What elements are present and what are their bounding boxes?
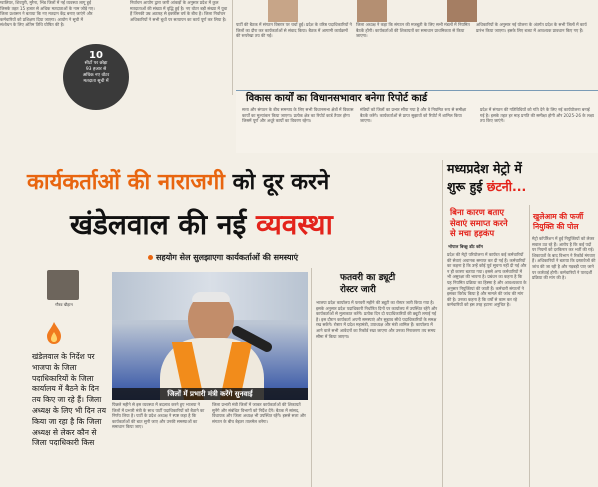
top-photo-3 (447, 0, 477, 22)
story1-headline-line-1: बिना कारण बताए (450, 207, 505, 217)
intro-text: खंडेलवाल के निर्देश पर भाजपा के जिला पदाधिकारियों के जिला कार्यालय में बैठने के दिन तय किए जा रहे हैं। जिला अध्यक्ष के लिए भी दिन तय किया जा रहा है कि जिला अध्यक्ष से लेकर कौन से जिला पदाधिकारी किस (32, 352, 106, 448)
flame-logo-icon (46, 322, 62, 344)
badge-number: 10 (89, 50, 103, 61)
badge-line-3: 93 हजार से (85, 67, 107, 72)
story1-headline (450, 207, 526, 239)
metro-headline-part-b: छंटनी... (486, 179, 527, 194)
right-inner-divider (529, 205, 530, 487)
metro-headline-part-a: शुरू हुई (447, 179, 487, 194)
main-photo (112, 272, 308, 400)
report-card-box (236, 90, 598, 153)
story2-headline-line-1: खुलेआम की फर्जी (533, 212, 584, 221)
story1-text: प्रदेश की मेट्रो परियोजना में कार्यरत कई कर्मचारियों की सेवाएं अचानक समाप्त कर दी गई हैं। कर्मचारियों का कहना है कि उन्हें कोई पूर्व सूचना नहीं दी गई और न ही कारण बताया गया। इससे अन्य कर्मचारियों में भी असुरक्षा की भावना है। प्रबंधन का कहना है कि यह नियमित प्रक्रिया का हिस्सा है और आवश्यकता के अनुसार नियुक्तियां की जाती हैं। कर्मचारी संगठनों ने इसका विरोध किया है और मामले की जांच की मांग की है। उनका कहना है कि वर्षों से काम कर रहे कर्मचारियों को इस तरह हटाना अनुचित है। (447, 252, 527, 308)
top-column-2: निर्वाचन आयोग द्वारा जारी आंकड़ों के अनुसार प्रदेश में कुल मतदाताओं की संख्या में वृद्धि हुई है। नए वोटर बड़ी संख्या में युवा हैं जिनकी उम्र अठारह से इक्कीस वर्ष के बीच है। जिला निर्वाचन अधिकारियों ने सभी बूथों पर सत्यापन का कार्य पूर्ण कर लिया है। (130, 0, 228, 22)
subheadline-marker (148, 255, 153, 260)
metro-headline (447, 160, 597, 196)
top-column-4: जिला अध्यक्ष ने कहा कि संगठन की मजबूती के लिए सभी मंडलों में नियमित बैठकें होंगी। कार्यकर्ताओं की शिकायतों का समाधान प्राथमिकता से किया जाएगा। (356, 22, 470, 39)
metro-headline-line-1: मध्यप्रदेश मेट्रो में (447, 161, 522, 176)
headline-2-rest: खंडेलवाल की नई (70, 208, 256, 241)
roster-text: भाजपा प्रदेश कार्यालय में फरवरी महीने की ड्यूटी का रोस्टर जारी किया गया है। इसके अनुसार प्रदेश पदाधिकारी निर्धारित दिनों पर कार्यालय में उपस्थित रहेंगे और कार्यकर्ताओं से मुलाकात करेंगे। प्रत्येक दिन दो पदाधिकारियों की ड्यूटी लगाई गई है। इस दौरान कार्यकर्ता अपनी समस्याएं और सुझाव सीधे पदाधिकारियों के समक्ष रख सकेंगे। रोस्टर में प्रदेश महामंत्री, उपाध्यक्ष और मंत्री शामिल हैं। कार्यालय में आने वाले सभी आवेदनों का रिकॉर्ड रखा जाएगा और उनका निराकरण तय समय सीमा में किया जाएगा। (316, 300, 438, 339)
story1-byline: भोपाल बिच्छू डॉट कॉम (448, 244, 483, 249)
story1-headline-line-2: सेवाएं समाप्त करने (450, 217, 508, 228)
photo-hair (192, 292, 230, 302)
report-card-col-2: मंत्रियों को जिलों का प्रभार सौंपा गया है और वे नियमित रूप से समीक्षा बैठकें करेंगे। कार्यकर्ताओं से प्राप्त सुझावों को रिपोर्ट में शामिल किया जाएगा। (360, 107, 467, 124)
top-photo-1 (268, 0, 298, 22)
metro-headline-line-2 (447, 178, 597, 196)
story1-headline-line-3: से मचा हड़कंप (450, 228, 495, 238)
badge-line-2: सीटों पर छोड़ा (84, 61, 108, 66)
roster-divider (311, 268, 312, 487)
headline-highlight: कार्यकर्ताओं की नाराजगी (27, 170, 225, 195)
subheadline-text: सहयोग सेल सुलझाएगा कार्यकर्ताओं की समस्याएं (156, 253, 299, 262)
headline-2-highlight: व्यवस्था (255, 208, 333, 241)
roster-heading-line-2: रोस्टर जारी (340, 285, 376, 295)
report-card-col-3: प्रदेश में संगठन की गतिविधियों को गति देने के लिए नई कार्ययोजना बनाई गई है। इसके तहत हर माह प्रगति की समीक्षा होगी और 2025-26 के लक्ष्य तय किए जाएंगे। (480, 107, 594, 124)
right-column-divider (442, 160, 443, 487)
badge-line-5: मतदाता सूची में (83, 79, 109, 84)
photo-caption: जिलों में प्रभारी मंत्री करेंगे सुनवाई (167, 390, 253, 398)
top-column-5: अधिकारियों के अनुसार नई योजना के अंतर्गत प्रदेश के सभी जिलों में कार्य प्रारंभ किया जाएगा। इसके लिए बजट में आवश्यक प्रावधान किए गए हैं। (476, 22, 587, 33)
top-column-3: पार्टी की बैठक में संगठन विस्तार पर चर्चा हुई। प्रदेश के वरिष्ठ पदाधिकारियों ने जिलों का दौरा कर कार्यकर्ताओं से संवाद किया। बैठक में आगामी कार्यक्रमों की रूपरेखा तय की गई। (236, 22, 352, 39)
top-photo-2 (357, 0, 387, 22)
main-headline (27, 168, 427, 204)
body-column-1: पिछले महीने से इस व्यवस्था में बदलाव करने हुए भाजपा ने जिलों में प्रभारी मंत्री के साथ पार्टी पदाधिकारियों को बैठाने का निर्णय लिया है। पार्टी के प्रदेश अध्यक्ष ने स्पष्ट कहा है कि कार्यकर्ताओं की बात सुनी जाए और उनकी समस्याओं का समाधान किया जाए। (112, 402, 205, 430)
story2-headline (533, 212, 597, 232)
subheadline (148, 252, 428, 266)
report-card-headline: विकास कार्यों का विधानसभावार बनेगा रिपोर्ट कार्ड (246, 93, 428, 104)
headline-rest: को दूर करने (224, 170, 330, 195)
column-divider (232, 0, 233, 95)
circle-badge (63, 44, 129, 110)
badge-line-4: अधिक नए वोटर (82, 73, 110, 78)
photo-caption-bar (112, 388, 308, 400)
story2-text: मेट्रो कॉर्पोरेशन में हुई नियुक्तियों को लेकर सवाल उठ रहे हैं। आरोप है कि कई पदों पर नियमों को दरकिनार कर भर्ती की गई। शिकायतों के बाद विभाग ने रिकॉर्ड मंगवाए हैं। अधिकारियों ने बताया कि दस्तावेजों की जांच की जा रही है और गड़बड़ी पाए जाने पर कार्रवाई होगी। कर्मचारियों ने पारदर्शी प्रक्रिया की मांग की है। (532, 236, 596, 281)
roster-heading-line-1: फतवरी का ड्यूटी (340, 273, 396, 283)
byline-photo (47, 270, 79, 300)
top-column-1: ग्वालियर, शिवपुरी, मुरैना, भिंड जिलों में नई व्यवस्था लागू हुई जिसके तहत 15 हजार से अधिक मतदाताओं के नाम जोड़े गए। जिला प्रशासन ने बताया कि नए मतदान केंद्र बनाए जाएंगे और कर्मचारियों को प्रशिक्षण दिया जाएगा। आयोग ने सूची में संशोधन के लिए अंतिम तिथि घोषित की है। (0, 0, 95, 28)
body-column-2: जिला प्रभारी मंत्री जिलों में जाकर कार्यकर्ताओं की शिकायतें सुनेंगे और संबंधित विभागों को निर्देश देंगे। बैठक में सांसद, विधायक और जिला अध्यक्ष भी उपस्थित रहेंगे। इससे सत्ता और संगठन के बीच बेहतर तालमेल बनेगा। (212, 402, 306, 424)
roster-heading (340, 272, 430, 296)
byline-name: गौरव चौहान (55, 302, 73, 307)
story2-headline-line-2: नियुक्ति की पोल (533, 222, 579, 231)
report-card-col-1: सत्ता और संगठन के बीच समन्वय के लिए सभी विधानसभा क्षेत्रों में विकास कार्यों का मूल्यांकन किया जाएगा। प्रत्येक क्षेत्र का रिपोर्ट कार्ड तैयार होगा जिसमें पूर्ण और अधूरे कार्यों का विवरण रहेगा। (242, 107, 354, 124)
main-headline-line-2 (70, 207, 450, 247)
